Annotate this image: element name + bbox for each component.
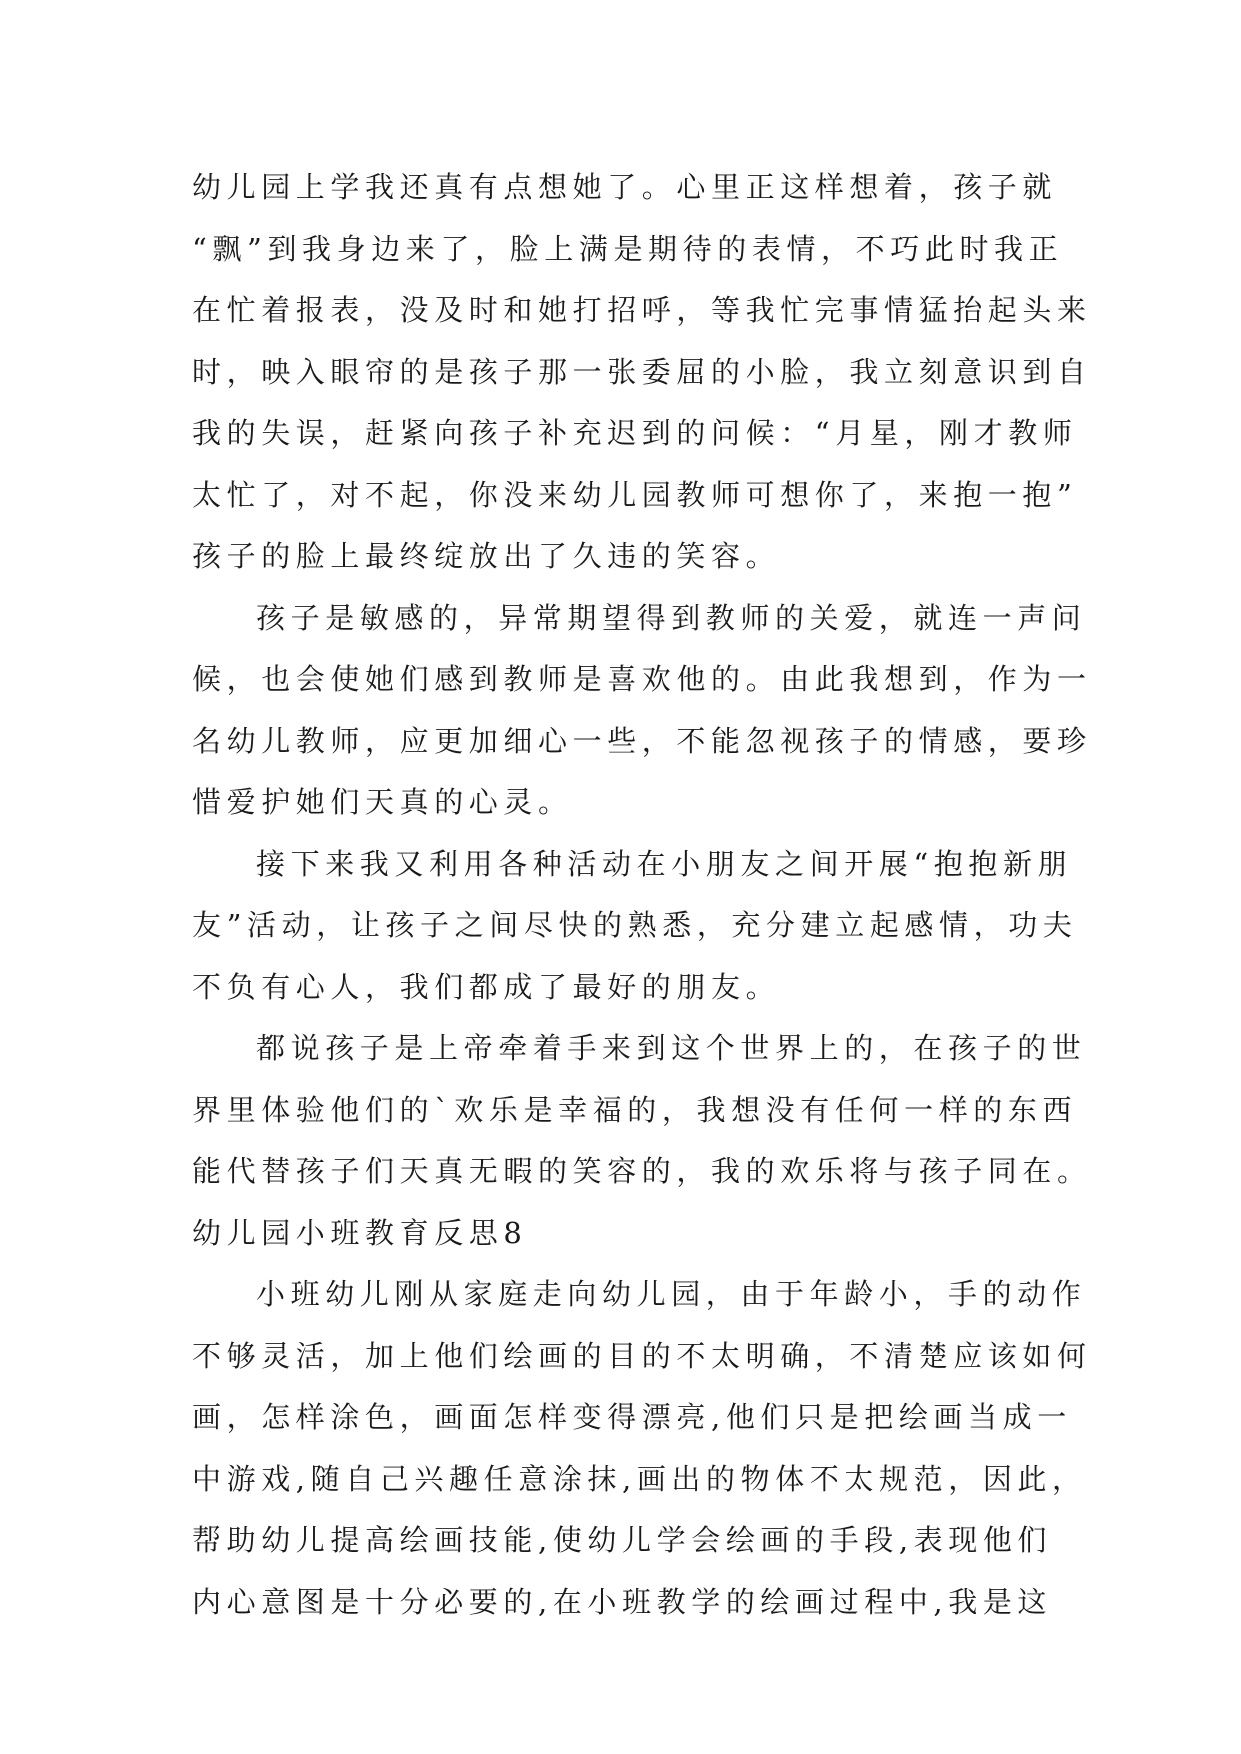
text-line: 幼儿园上学我还真有点想她了。心里正这样想着，孩子就	[192, 170, 1058, 204]
paragraph-first-line: 接下来我又利用各种活动在小朋友之间开展“抱抱新朋	[256, 846, 1073, 881]
text-line: 候，也会使她们感到教师是喜欢他的。由此我想到，作为一	[192, 662, 1092, 696]
section-heading: 幼儿园小班教育反思8	[192, 1215, 528, 1250]
text-line: 帮助幼儿提高绘画技能,使幼儿学会绘画的手段,表现他们	[192, 1523, 1053, 1557]
text-line: 界里体验他们的`欢乐是幸福的，我想没有任何一样的东西	[192, 1092, 1078, 1127]
text-line: 太忙了，对不起，你没来幼儿园教师可想你了，来抱一抱”	[192, 477, 1078, 512]
text-line: 中游戏,随自己兴趣任意涂抹,画出的物体不太规范，因此，	[192, 1461, 1087, 1496]
text-line: 时，映入眼帘的是孩子那一张委屈的小脸，我立刻意识到自	[192, 354, 1092, 389]
text-line: 我的失误，赶紧向孩子补充迟到的问候：“月星，刚才教师	[192, 416, 1078, 450]
paragraph-first-line: 都说孩子是上帝牵着手来到这个世界上的，在孩子的世	[256, 1031, 1087, 1065]
paragraph-first-line: 小班幼儿刚从家庭走向幼儿园，由于年龄小，手的动作	[256, 1277, 1087, 1311]
text-line: 名幼儿教师，应更加细心一些，不能忽视孩子的情感，要珍	[192, 723, 1092, 758]
text-line: 不负有心人，我们都成了最好的朋友。	[192, 969, 781, 1004]
document-body	[192, 157, 1092, 1633]
text-line: 不够灵活，加上他们绘画的目的不太明确，不清楚应该如何	[192, 1338, 1092, 1373]
text-line: 在忙着报表，没及时和她打招呼，等我忙完事情猛抬起头来	[192, 293, 1092, 327]
text-line: 画，怎样涂色，画面怎样变得漂亮,他们只是把绘画当成一	[192, 1400, 1072, 1434]
text-line: 能代替孩子们天真无暇的笑容的，我的欢乐将与孩子同在。	[192, 1154, 1092, 1188]
paragraph-first-line: 孩子是敏感的，异常期望得到教师的关爱，就连一声问	[256, 600, 1087, 635]
text-line: 友”活动，让孩子之间尽快的熟悉，充分建立起感情，功夫	[192, 908, 1078, 942]
text-line: “飘”到我身边来了，脸上满是期待的表情，不巧此时我正	[192, 231, 1064, 266]
text-line: 惜爱护她们天真的心灵。	[192, 785, 573, 819]
text-line: 内心意图是十分必要的,在小班教学的绘画过程中,我是这	[192, 1584, 1053, 1619]
text-line: 孩子的脸上最终绽放出了久违的笑容。	[192, 539, 781, 573]
